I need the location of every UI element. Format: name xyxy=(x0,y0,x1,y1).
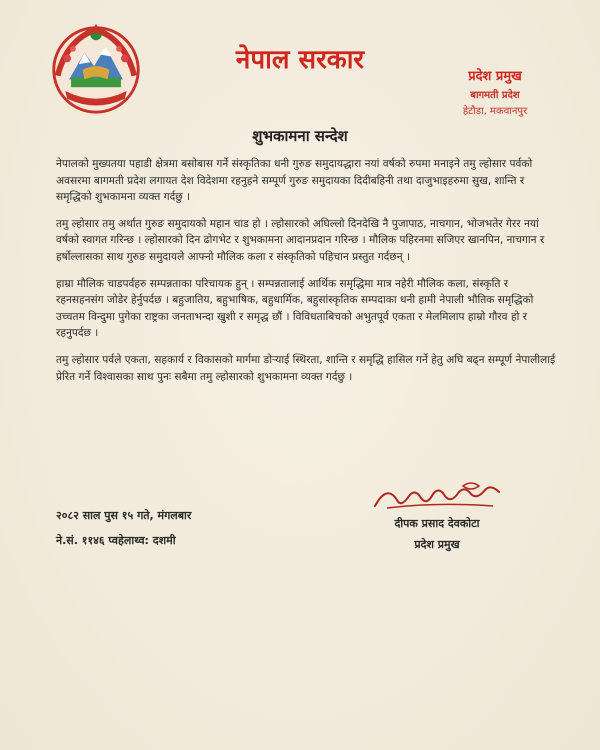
office-block xyxy=(430,66,560,117)
bs-date: २०८२ साल पुस १५ गते, मंगलबार xyxy=(56,509,192,522)
paragraph-1: नेपालको मुख्यतया पहाडी क्षेत्रमा बसोबास गर्ने संस्कृतिका धनी गुरुङ समुदायद्धारा नयां वर्षको रुपमा मनाइने तमु ल्होसार पर्वको अवसरमा बागमती प्रदेश लगायत देश विदेशमा रहनुहने सम्पूर्ण गुरुङ समुदायका दिदीबहिनी तथा दाजुभाइहरुमा सुख, शान्ति र समृद्धिको शुभकामना व्यक्त गर्दछु । xyxy=(56,158,533,204)
paragraph-4: तमु ल्होसार पर्वले एकता, सहकार्य र विकासको मार्गमा डोऱ्याई स्थिरता, शान्ति र समृद्धि हासिल गर्ने हेतु अघि बढ्न सम्पूर्ण नेपालीलाई प्रेरित गर्ने विश्वासका साथ पुनः सबैमा तमु ल्होसारको शुभकामना व्यक्त गर्दछु । xyxy=(56,353,556,383)
paragraph-3: हाम्रा मौलिक चाडपर्वहरु सम्पन्नताका परिचायक हुन् । सम्पन्नतालाई आर्थिक समृद्धिमा मात्र नहेरी मौलिक कला, संस्कृति र रहनसहनसंग जोडेर हेर्नुपर्दछ । बहुजातिय, बहुभाषिक, बहुधार्मिक, बहुसांस्कृतिक सम्पदाका धनी हामी नेपाली भौतिक समृद्धिको उच्चतम विन्दुमा पुगेका राष्ट्रका जनताभन्दा खुशी र समृद्ध छौं । विविधताबिचको अभुतपूर्व एकता र मेलमिलाप हाम्रो गौरव हो र रहनुपर्दछ । xyxy=(56,277,534,340)
paragraph-2: तमु ल्होसार तमु अर्थात गुरुङ समुदायको महान चाड हो । ल्होसारको अघिल्लो दिनदेखि नै पुजापाठ, नाचगान, भोजभतेर गेरर नयां वर्षको स्वागत गरिन्छ । ल्होसारको दिन ढोगभेट र शुभकामना आदानप्रदान गरिन्छ । मौलिक पहिरनमा सजिएर खानपिन, नाचगान र हर्षोल्लासका साथ गुरुङ समुदायले आफ्नो मौलिक कला र संस्कृतिको पहिचान प्रस्तुत गर्दछन् । xyxy=(56,217,545,263)
office-name: प्रदेश प्रमुख xyxy=(468,69,522,84)
signature-block xyxy=(362,478,512,552)
signatory-title: प्रदेश प्रमुख xyxy=(414,538,460,551)
signatory-name: दीपक प्रसाद देवकोटा xyxy=(394,517,480,530)
message-subject: शुभकामना सन्देश xyxy=(252,127,348,145)
office-location: हेटौडा, मकवानपुर xyxy=(462,106,528,117)
date-block xyxy=(56,508,191,558)
message-body xyxy=(56,156,556,395)
government-title: नेपाल सरकार xyxy=(235,45,365,75)
ns-date: ने.सं. ११४६ प्वहेलाथ्व: दशमी xyxy=(56,534,176,547)
handwritten-signature-icon xyxy=(367,478,507,514)
office-province: बागमती प्रदेश xyxy=(470,90,520,101)
